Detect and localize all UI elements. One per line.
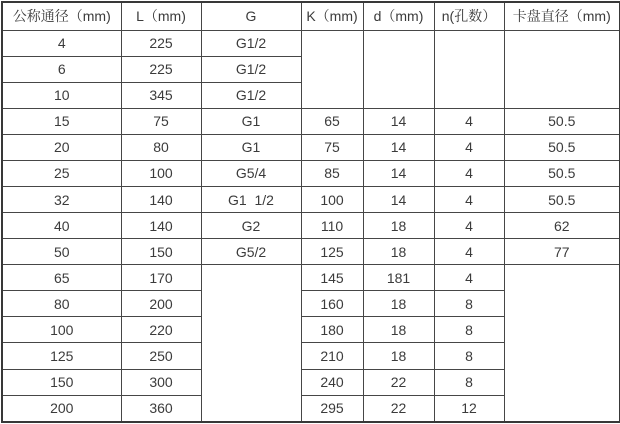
table-cell: 25 [2,160,121,186]
table-cell: 100 [301,186,363,212]
table-cell: G1/2 [201,56,301,82]
table-cell: G2 [201,213,301,239]
table-cell: G5/2 [201,239,301,265]
table-cell: 80 [121,134,201,160]
column-header: n(孔数） [434,2,504,30]
table-cell: 8 [434,291,504,317]
table-cell [201,265,301,422]
table-cell: 200 [2,395,121,422]
table-cell: 18 [363,291,434,317]
table-cell: G1 [201,108,301,134]
table-cell: 15 [2,108,121,134]
table-cell: 250 [121,343,201,369]
table-cell: 150 [2,369,121,395]
table-row [2,239,620,265]
table-row [2,160,620,186]
table-cell [504,30,620,108]
table-cell: 4 [434,186,504,212]
table-cell: 220 [121,317,201,343]
table-cell: 4 [434,265,504,291]
table-cell: 75 [301,134,363,160]
table-cell: 8 [434,369,504,395]
table-cell: 225 [121,56,201,82]
table-cell: 240 [301,369,363,395]
table-cell: G1 [201,134,301,160]
table-cell: 20 [2,134,121,160]
table-cell: 4 [434,213,504,239]
table-body [2,30,620,422]
table-row [2,134,620,160]
column-header: 卡盘直径（mm) [504,2,620,30]
table-cell: 4 [434,160,504,186]
table-cell: 360 [121,395,201,422]
table-cell: 65 [301,108,363,134]
table-cell: 210 [301,343,363,369]
column-header: G [201,2,301,30]
table-row [2,108,620,134]
table-cell: 65 [2,265,121,291]
table-cell: G1/2 [201,82,301,108]
table-cell: 50 [2,239,121,265]
table-cell: 100 [2,317,121,343]
table-cell: 77 [504,239,620,265]
header-row [2,2,620,30]
table-cell: 140 [121,186,201,212]
table-cell: 345 [121,82,201,108]
table-cell: 18 [363,343,434,369]
table-cell: 200 [121,291,201,317]
table-cell: 8 [434,317,504,343]
table-cell: 14 [363,134,434,160]
table-cell: 4 [434,134,504,160]
table-cell: 8 [434,343,504,369]
table-header [2,2,620,30]
table-cell [301,30,363,108]
table-cell [363,30,434,108]
table-cell: 4 [2,30,121,56]
table-cell: 62 [504,213,620,239]
table-cell: 50.5 [504,186,620,212]
table-cell: 300 [121,369,201,395]
table-cell: 18 [363,213,434,239]
table-cell: 14 [363,160,434,186]
table-cell: 18 [363,317,434,343]
table-cell: 4 [434,108,504,134]
column-header: d（mm) [363,2,434,30]
column-header: K（mm) [301,2,363,30]
table-cell: 140 [121,213,201,239]
spec-table [1,1,620,423]
table-cell: 10 [2,82,121,108]
table-cell: 22 [363,369,434,395]
table-cell: 32 [2,186,121,212]
table-cell: 225 [121,30,201,56]
table-row [2,213,620,239]
table-cell: 14 [363,108,434,134]
table-cell: 80 [2,291,121,317]
table-cell: 85 [301,160,363,186]
table-cell: 180 [301,317,363,343]
table-row [2,30,620,56]
table-row [2,186,620,212]
table-cell: 50.5 [504,108,620,134]
table-cell: 295 [301,395,363,422]
table-cell: 50.5 [504,160,620,186]
column-header: 公称通径（mm) [2,2,121,30]
table-cell: 125 [2,343,121,369]
table-cell: 75 [121,108,201,134]
table-cell: G1/2 [201,30,301,56]
table-cell: G1 1/2 [201,186,301,212]
table-cell: 14 [363,186,434,212]
table-cell: 110 [301,213,363,239]
table-cell: 145 [301,265,363,291]
spec-table-container [1,1,619,423]
table-cell: 40 [2,213,121,239]
table-cell: 4 [434,239,504,265]
table-cell: 150 [121,239,201,265]
table-cell: 22 [363,395,434,422]
table-cell: 100 [121,160,201,186]
table-cell: 18 [363,239,434,265]
table-cell: G5/4 [201,160,301,186]
table-row [2,265,620,291]
table-cell [504,265,620,422]
table-cell: 12 [434,395,504,422]
column-header: L（mm) [121,2,201,30]
table-cell: 6 [2,56,121,82]
table-cell: 170 [121,265,201,291]
table-cell: 160 [301,291,363,317]
table-cell [434,30,504,108]
table-cell: 125 [301,239,363,265]
table-cell: 181 [363,265,434,291]
table-cell: 50.5 [504,134,620,160]
